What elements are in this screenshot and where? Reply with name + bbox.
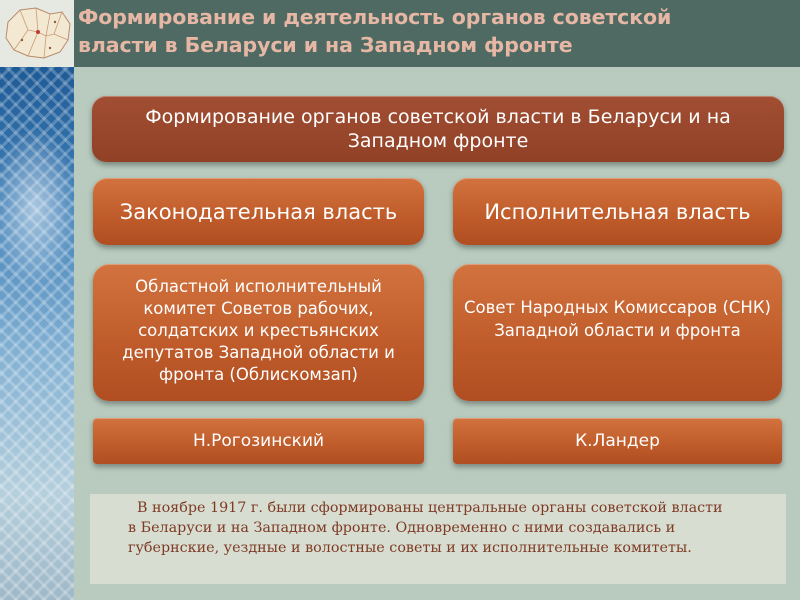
diagram-title-box	[92, 96, 784, 162]
decorative-side-panel	[0, 67, 74, 600]
legislative-power-label: Законодательная власть	[119, 199, 398, 224]
legislative-body-text: Областной исполнительный комитет Советов рабочих, солдатских и крестьянских депутатов Западной области и фронта (Облискомзап)	[122, 277, 395, 384]
executive-leader-name: К.Ландер	[575, 431, 660, 451]
legislative-leader-box	[93, 418, 424, 464]
executive-leader-box	[453, 418, 782, 464]
executive-power-box	[453, 178, 782, 245]
executive-body-text: Совет Народных Комиссаров (СНК) Западной области и фронта	[464, 298, 771, 340]
slide-header	[0, 0, 800, 67]
side-glow	[0, 127, 74, 287]
page-title-line-1: Формирование и деятельность органов советской	[78, 5, 672, 29]
legislative-leader-name: Н.Рогозинский	[192, 431, 325, 451]
note-line-2: в Беларуси и на Западном фронте. Одновременно с ними создавались и	[128, 520, 676, 536]
executive-body-box	[453, 264, 782, 401]
belarus-map-icon	[0, 0, 74, 67]
executive-power-label: Исполнительная власть	[484, 199, 751, 224]
info-note	[90, 494, 786, 584]
note-line-1: В ноябре 1917 г. были сформированы центральные органы советской власти	[137, 500, 723, 516]
legislative-power-box	[93, 178, 424, 245]
note-line-3: губернские, уездные и волостные советы и их исполнительные комитеты.	[128, 540, 692, 556]
legislative-body-box	[93, 264, 424, 401]
page-title-line-2: власти в Беларуси и на Западном фронте	[78, 33, 573, 57]
diagram-title-text: Формирование органов советской власти в Беларуси и на Западном фронте	[145, 106, 731, 152]
